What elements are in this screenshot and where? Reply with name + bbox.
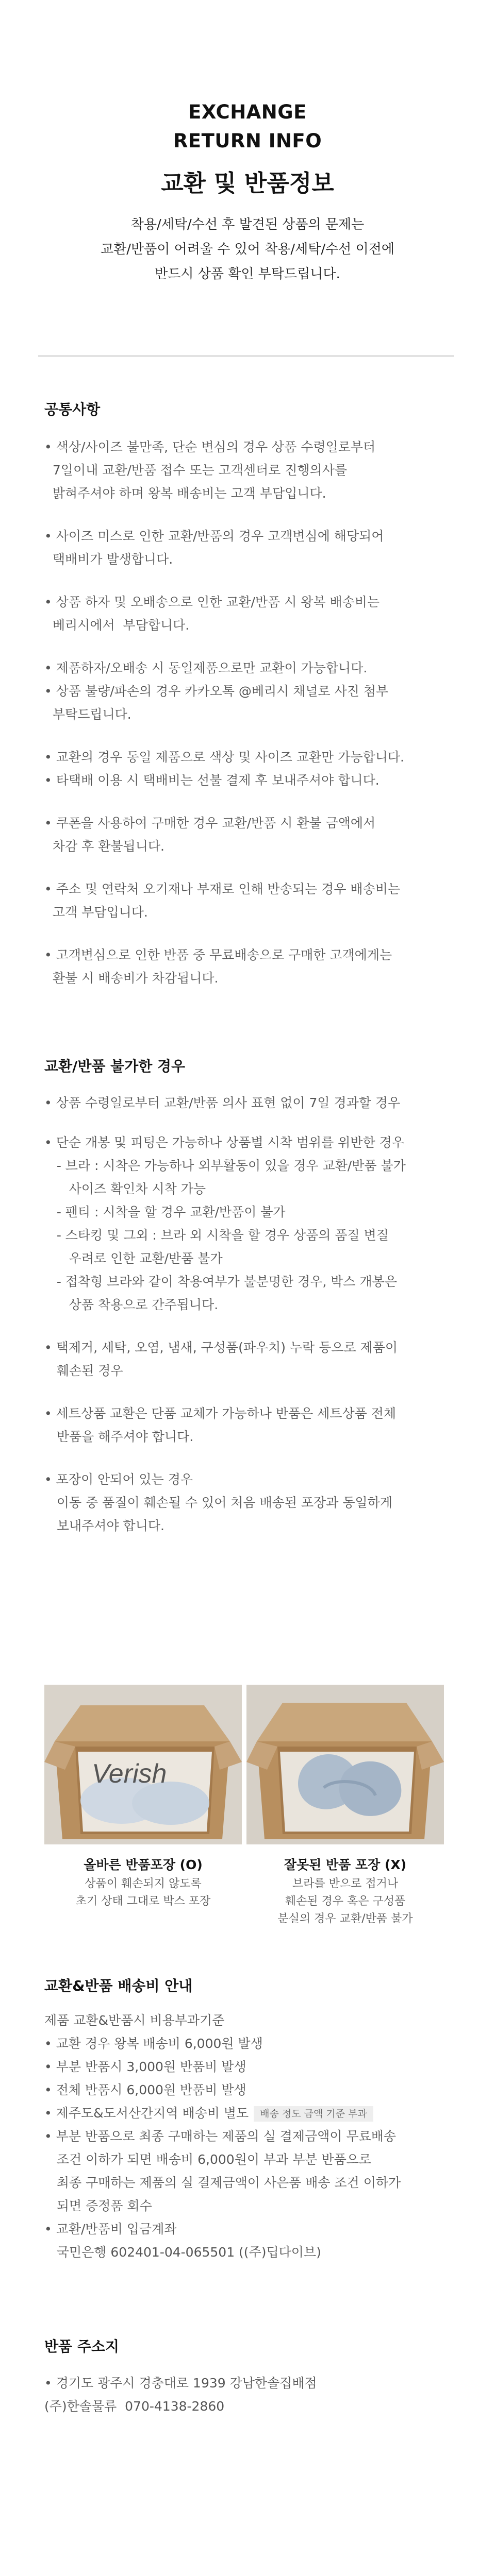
common-item: • 고객변심으로 인한 반품 중 무료배송으로 구매한 고객에게는: [44, 947, 392, 962]
not-allowed-group: [44, 1091, 457, 1114]
common-item: • 제품하자/오배송 시 동일제품으로만 교환이 가능합니다.: [44, 660, 368, 675]
common-group: [44, 745, 457, 792]
not-allowed-item: • 포장이 안되어 있는 경우: [44, 1472, 193, 1487]
return-address-title: 반품 주소지: [44, 2338, 119, 2355]
intro-line: 반드시 상품 확인 부탁드립니다.: [155, 266, 340, 282]
not-allowed-group: [44, 1131, 457, 1316]
not-allowed-group: [44, 1336, 457, 1382]
wrong-packaging-desc: 브라를 반으로 접거나: [292, 1877, 399, 1890]
shipping-fee-title: 교환&반품 배송비 안내: [44, 1977, 193, 1994]
common-item: • 쿠폰을 사용하여 구매한 경우 교환/반품 시 환불 금액에서: [44, 816, 376, 831]
correct-packaging-desc: 상품이 훼손되지 않도록: [85, 1877, 202, 1890]
common-item: 고객 부담입니다.: [44, 905, 148, 920]
common-group: [44, 590, 457, 637]
not-allowed-title: 교환/반품 불가한 경우: [44, 1058, 186, 1075]
shipping-line: • 전체 반품시 6,000원 반품비 발생: [44, 2082, 246, 2097]
correct-packaging-photo: [44, 1685, 242, 1844]
shipping-line: 조건 이하가 되면 배송비 6,000원이 부과 부분 반품으로: [44, 2152, 372, 2167]
shipping-line: 최종 구매하는 제품의 실 결제금액이 사은품 배송 조건 이하가: [44, 2175, 401, 2190]
not-allowed-subitem: 훼손된 경우: [44, 1363, 123, 1378]
bank-account-line: 국민은행 602401-04-065501 ((주)딥다이브): [44, 2245, 321, 2260]
common-item: 택배비가 발생합니다.: [44, 552, 173, 567]
common-item: • 상품 불량/파손의 경우 카카오톡 @베리시 채널로 사진 첨부: [44, 684, 389, 699]
correct-packaging-caption: [44, 1855, 242, 1910]
box-brand-text: Verish: [92, 1759, 167, 1789]
jeju-line: [44, 2102, 457, 2125]
common-title: 공통사항: [44, 401, 101, 418]
not-allowed-subitem: - 스타킹 및 그외 : 브라 외 시착을 할 경우 상품의 품질 변질: [44, 1228, 389, 1243]
not-allowed-subitem: 반품을 해주셔야 합니다.: [44, 1429, 194, 1444]
return-address-section: [44, 2336, 457, 2418]
jeju-fee-badge: 배송 정도 금액 기준 부과: [254, 2106, 373, 2122]
not-allowed-subitem: 보내주셔야 합니다.: [44, 1518, 164, 1533]
intro-line: 착용/세탁/수선 후 발견된 상품의 문제는: [130, 217, 365, 232]
shipping-line: • 부분 반품시 3,000원 반품비 발생: [44, 2059, 246, 2074]
not-allowed-subitem: - 브라 : 시착은 가능하나 외부활동이 있을 경우 교환/반품 불가: [44, 1158, 406, 1173]
common-item: 7일이내 교환/반품 접수 또는 고객센터로 진행의사를: [44, 463, 348, 478]
correct-packaging-title: 올바른 반품포장 (O): [84, 1857, 203, 1872]
wrong-packaging-image: [246, 1685, 444, 1844]
wrong-packaging-photo: [246, 1685, 444, 1844]
common-group: [44, 524, 457, 571]
common-item: 베리시에서 부담합니다.: [44, 618, 190, 633]
shipping-fee-section: [44, 1976, 457, 2264]
common-item: • 상품 하자 및 오배송으로 인한 교환/반품 시 왕복 배송비는: [44, 595, 380, 609]
not-allowed-item: • 세트상품 교환은 단품 교체가 가능하나 반품은 세트상품 전체: [44, 1406, 397, 1421]
not-allowed-item: • 상품 수령일로부터 교환/반품 의사 표현 없이 7일 경과할 경우: [44, 1095, 401, 1110]
common-group: [44, 877, 457, 924]
wrong-packaging-desc: 분실의 경우 교환/반품 불가: [277, 1912, 413, 1925]
common-group: [44, 943, 457, 990]
jeju-line-text: • 제주도&도서산간지역 배송비 별도: [44, 2106, 249, 2121]
common-group: [44, 656, 457, 726]
common-section: [44, 399, 457, 990]
return-address-line: • 경기도 광주시 경충대로 1939 강남한솔집배점: [44, 2376, 317, 2391]
shipping-line: • 부분 반품으로 최종 구매하는 제품의 실 결제금액이 무료배송: [44, 2129, 397, 2144]
not-allowed-item: • 단순 개봉 및 피팅은 가능하나 상품별 시착 범위를 위반한 경우: [44, 1135, 404, 1150]
title-ko: 교환 및 반품정보: [161, 170, 334, 197]
wrong-packaging-title: 잘못된 반품 포장 (X): [284, 1857, 407, 1872]
not-allowed-subitem: 상품 착용으로 간주됩니다.: [44, 1297, 219, 1312]
not-allowed-subitem: 이동 중 품질이 훼손될 수 있어 처음 배송된 포장과 동일하게: [44, 1495, 392, 1510]
common-item: • 교환의 경우 동일 제품으로 색상 및 사이즈 교환만 가능합니다.: [44, 750, 404, 765]
common-item: • 주소 및 연락처 오기재나 부재로 인해 반송되는 경우 배송비는: [44, 882, 401, 896]
not-allowed-item: • 택제거, 세탁, 오염, 냄새, 구성품(파우치) 누락 등으로 제품이: [44, 1340, 398, 1355]
common-item: • 사이즈 미스로 인한 교환/반품의 경우 고객변심에 해당되어: [44, 529, 384, 544]
return-contact-line: (주)한솔물류 070-4138-2860: [44, 2399, 225, 2414]
not-allowed-section: [44, 1056, 457, 1537]
common-item: 부탁드립니다.: [44, 707, 131, 722]
common-item: 밝혀주셔야 하며 왕복 배송비는 고객 부담입니다.: [44, 486, 326, 501]
common-group: [44, 811, 457, 858]
common-item: 환불 시 배송비가 차감됩니다.: [44, 971, 219, 986]
shipping-line: • 교환/반품비 입금계좌: [44, 2222, 177, 2236]
not-allowed-group: [44, 1468, 457, 1537]
wrong-packaging-caption: [246, 1855, 444, 1928]
common-group: [44, 435, 457, 505]
packaging-examples: [44, 1685, 453, 1925]
header-divider: [38, 355, 454, 357]
common-item: • 타택배 이용 시 택배비는 선불 결제 후 보내주셔야 합니다.: [44, 773, 380, 788]
intro-line: 교환/반품이 어려울 수 있어 착용/세탁/수선 이전에: [101, 242, 394, 257]
header: [0, 98, 495, 286]
correct-packaging-desc: 초기 상태 그대로 박스 포장: [75, 1895, 211, 1908]
common-item: 차감 후 환불됩니다.: [44, 839, 164, 854]
common-item: • 색상/사이즈 불만족, 단순 변심의 경우 상품 수령일로부터: [44, 439, 376, 454]
not-allowed-group: [44, 1402, 457, 1448]
intro-text: [0, 212, 495, 286]
not-allowed-subitem: - 접착형 브라와 같이 착용여부가 불분명한 경우, 박스 개봉은: [44, 1274, 397, 1289]
correct-packaging-image: [44, 1685, 242, 1844]
shipping-line: 되면 증정품 회수: [44, 2198, 152, 2213]
title-en-line2: RETURN INFO: [173, 130, 322, 152]
not-allowed-subitem: - 팬티 : 시착을 할 경우 교환/반품이 불가: [44, 1205, 286, 1219]
shipping-line: 제품 교환&반품시 비용부과기준: [44, 2013, 225, 2028]
wrong-packaging-desc: 훼손된 경우 혹은 구성품: [285, 1895, 406, 1908]
shipping-line: • 교환 경우 왕복 배송비 6,000원 발생: [44, 2036, 263, 2051]
not-allowed-subitem: 사이즈 확인차 시착 가능: [44, 1181, 206, 1196]
title-en-line1: EXCHANGE: [188, 101, 307, 123]
not-allowed-subitem: 우려로 인한 교환/반품 불가: [44, 1251, 223, 1266]
